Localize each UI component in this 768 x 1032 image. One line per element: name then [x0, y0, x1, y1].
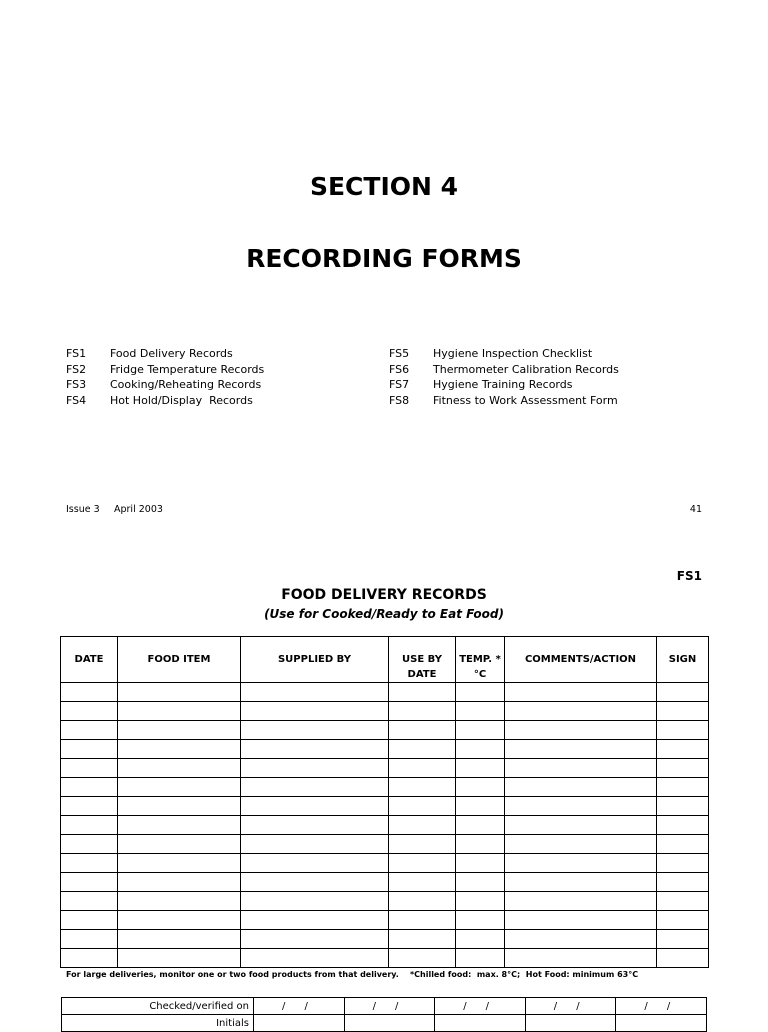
table-cell[interactable] — [456, 702, 505, 721]
table-cell[interactable] — [456, 797, 505, 816]
table-cell[interactable] — [657, 721, 709, 740]
date-slashes: / / — [644, 1000, 671, 1012]
table-row — [61, 740, 709, 759]
section-subtitle: RECORDING FORMS — [246, 244, 522, 273]
table-cell[interactable] — [61, 759, 118, 778]
table-cell[interactable] — [118, 911, 241, 930]
form-name: Fitness to Work Assessment Form — [433, 393, 618, 407]
table-cell[interactable] — [505, 873, 657, 892]
column-header-sign: SIGN — [657, 637, 709, 683]
table-cell[interactable] — [118, 835, 241, 854]
issue-number: Issue 3 — [66, 504, 100, 515]
table-cell[interactable] — [505, 892, 657, 911]
table-cell[interactable] — [456, 759, 505, 778]
table-cell[interactable] — [505, 759, 657, 778]
table-cell[interactable] — [456, 930, 505, 949]
table-cell[interactable] — [657, 949, 709, 968]
date-slashes: / / — [553, 1000, 580, 1012]
table-cell[interactable] — [505, 930, 657, 949]
form-note: For large deliveries, monitor one or two food products from that delivery. *Chilled food: max. 8°C; Hot Food: minimum 63°C — [66, 970, 639, 979]
date-cell[interactable] — [254, 998, 345, 1015]
table-cell[interactable] — [241, 911, 389, 930]
table-cell[interactable] — [456, 816, 505, 835]
table-cell[interactable] — [241, 683, 389, 702]
table-cell[interactable] — [657, 759, 709, 778]
date-cell[interactable] — [525, 998, 616, 1015]
table-cell[interactable] — [389, 930, 456, 949]
table-cell[interactable] — [456, 949, 505, 968]
form-code: FS1 — [66, 347, 87, 360]
table-row — [61, 949, 709, 968]
table-cell[interactable] — [61, 816, 118, 835]
date-slashes: / / — [372, 1000, 399, 1012]
table-row — [61, 683, 709, 702]
issue-date: April 2003 — [114, 504, 163, 515]
table-cell[interactable] — [118, 854, 241, 873]
table-cell[interactable] — [456, 892, 505, 911]
form-name: Thermometer Calibration Records — [433, 362, 619, 376]
table-cell[interactable] — [118, 778, 241, 797]
table-cell[interactable] — [61, 797, 118, 816]
table-cell[interactable] — [389, 892, 456, 911]
table-row — [61, 930, 709, 949]
initials-cell[interactable] — [616, 1015, 707, 1032]
table-cell[interactable] — [241, 759, 389, 778]
form-code: FS7 — [389, 378, 410, 391]
table-row — [61, 911, 709, 930]
table-cell[interactable] — [505, 778, 657, 797]
table-cell[interactable] — [456, 740, 505, 759]
table-cell[interactable] — [505, 797, 657, 816]
table-cell[interactable] — [61, 683, 118, 702]
table-cell[interactable] — [241, 778, 389, 797]
table-cell[interactable] — [118, 702, 241, 721]
list-item — [66, 393, 264, 409]
form-code: FS5 — [389, 347, 410, 360]
table-cell[interactable] — [456, 683, 505, 702]
table-cell[interactable] — [456, 873, 505, 892]
table-row — [61, 892, 709, 911]
table-cell[interactable] — [657, 930, 709, 949]
initials-cell[interactable] — [435, 1015, 526, 1032]
table-cell[interactable] — [61, 911, 118, 930]
table-cell[interactable] — [118, 873, 241, 892]
table-cell[interactable] — [118, 759, 241, 778]
table-row — [61, 854, 709, 873]
table-cell[interactable] — [505, 740, 657, 759]
column-header-supplied-by: SUPPLIED BY — [241, 637, 389, 683]
column-header-date: DATE — [61, 637, 118, 683]
date-slashes: / / — [282, 1000, 308, 1012]
table-cell[interactable] — [657, 854, 709, 873]
table-cell[interactable] — [505, 721, 657, 740]
table-cell[interactable] — [505, 816, 657, 835]
form-name: Fridge Temperature Records — [110, 362, 265, 376]
list-item — [389, 377, 619, 393]
table-cell[interactable] — [61, 892, 118, 911]
table-cell[interactable] — [657, 778, 709, 797]
forms-list-left — [66, 346, 264, 408]
table-cell[interactable] — [456, 854, 505, 873]
table-cell[interactable] — [389, 816, 456, 835]
table-cell[interactable] — [61, 835, 118, 854]
table-cell[interactable] — [241, 740, 389, 759]
list-item — [66, 377, 264, 393]
form-code: FS8 — [389, 393, 410, 407]
table-cell[interactable] — [505, 854, 657, 873]
table-cell[interactable] — [61, 702, 118, 721]
date-cell[interactable] — [344, 998, 435, 1015]
page-number: 41 — [689, 504, 702, 515]
table-cell[interactable] — [389, 702, 456, 721]
table-cell[interactable] — [456, 778, 505, 797]
table-cell[interactable] — [118, 930, 241, 949]
table-cell[interactable] — [657, 740, 709, 759]
forms-list-right — [389, 346, 619, 408]
column-header-food-item: FOOD ITEM — [118, 637, 241, 683]
list-item — [389, 362, 619, 378]
form-name: Hygiene Inspection Checklist — [433, 347, 593, 360]
table-row — [61, 759, 709, 778]
table-cell[interactable] — [241, 930, 389, 949]
table-cell[interactable] — [505, 702, 657, 721]
table-cell[interactable] — [389, 911, 456, 930]
table-cell[interactable] — [456, 721, 505, 740]
table-cell[interactable] — [118, 740, 241, 759]
table-cell[interactable] — [61, 778, 118, 797]
table-row — [61, 835, 709, 854]
table-cell[interactable] — [118, 816, 241, 835]
list-item — [66, 362, 264, 378]
table-row — [61, 816, 709, 835]
table-row — [61, 797, 709, 816]
initials-row — [62, 1015, 707, 1032]
form-name: Food Delivery Records — [110, 347, 233, 360]
table-cell[interactable] — [505, 949, 657, 968]
form-name: Cooking/Reheating Records — [110, 378, 262, 391]
form-code: FS4 — [66, 393, 87, 407]
table-cell[interactable] — [389, 873, 456, 892]
table-cell[interactable] — [241, 702, 389, 721]
table-cell[interactable] — [241, 835, 389, 854]
table-cell[interactable] — [389, 740, 456, 759]
table-cell[interactable] — [241, 892, 389, 911]
table-cell[interactable] — [61, 873, 118, 892]
table-cell[interactable] — [241, 797, 389, 816]
initials-cell[interactable] — [525, 1015, 616, 1032]
checked-row — [62, 998, 707, 1015]
table-cell[interactable] — [61, 930, 118, 949]
table-row — [61, 873, 709, 892]
table-cell[interactable] — [657, 835, 709, 854]
table-cell[interactable] — [389, 835, 456, 854]
table-cell[interactable] — [657, 702, 709, 721]
initials-cell[interactable] — [254, 1015, 345, 1032]
table-cell[interactable] — [241, 721, 389, 740]
column-header-use-by-date: USE BY DATE — [389, 637, 456, 683]
table-cell[interactable] — [118, 721, 241, 740]
initials-label: Initials — [62, 1015, 254, 1032]
list-item — [389, 346, 619, 362]
table-cell[interactable] — [389, 683, 456, 702]
table-cell[interactable] — [118, 683, 241, 702]
table-cell[interactable] — [389, 949, 456, 968]
table-cell[interactable] — [61, 740, 118, 759]
form-name: Hot Hold/Display Records — [110, 393, 253, 407]
table-cell[interactable] — [241, 854, 389, 873]
table-cell[interactable] — [657, 683, 709, 702]
table-row — [61, 721, 709, 740]
table-row — [61, 702, 709, 721]
form-name: Hygiene Training Records — [433, 378, 573, 391]
table-cell[interactable] — [118, 797, 241, 816]
table-cell[interactable] — [389, 778, 456, 797]
form-code-label: FS1 — [676, 569, 702, 583]
column-header-temp: TEMP. * °C — [456, 637, 505, 683]
table-cell[interactable] — [241, 816, 389, 835]
table-cell[interactable] — [389, 797, 456, 816]
table-row — [61, 778, 709, 797]
checked-label: Checked/verified on — [62, 998, 254, 1015]
table-cell[interactable] — [389, 854, 456, 873]
date-cell[interactable] — [435, 998, 526, 1015]
initials-cell[interactable] — [344, 1015, 435, 1032]
table-cell[interactable] — [456, 835, 505, 854]
section-title: SECTION 4 — [309, 172, 459, 201]
form-title: FOOD DELIVERY RECORDS — [281, 587, 487, 603]
list-item — [389, 393, 619, 409]
form-code: FS6 — [389, 362, 410, 376]
table-cell[interactable] — [389, 759, 456, 778]
list-item — [66, 346, 264, 362]
table-cell[interactable] — [389, 721, 456, 740]
table-cell[interactable] — [61, 854, 118, 873]
date-slashes: / / — [463, 1000, 489, 1012]
table-cell[interactable] — [241, 873, 389, 892]
table-cell[interactable] — [118, 949, 241, 968]
form-subtitle: (Use for Cooked/Ready to Eat Food) — [264, 607, 504, 621]
table-cell[interactable] — [456, 911, 505, 930]
form-code: FS2 — [66, 362, 87, 376]
verification-table — [61, 997, 707, 1032]
column-header-comments: COMMENTS/ACTION — [505, 637, 657, 683]
table-cell[interactable] — [241, 949, 389, 968]
table-cell[interactable] — [657, 873, 709, 892]
form-code: FS3 — [66, 378, 87, 391]
table-cell[interactable] — [505, 911, 657, 930]
table-cell[interactable] — [61, 721, 118, 740]
table-cell[interactable] — [118, 892, 241, 911]
table-cell[interactable] — [505, 683, 657, 702]
delivery-records-table — [60, 636, 709, 968]
table-header-row — [61, 637, 709, 683]
table-cell[interactable] — [505, 835, 657, 854]
date-cell[interactable] — [616, 998, 707, 1015]
table-cell[interactable] — [657, 797, 709, 816]
table-cell[interactable] — [61, 949, 118, 968]
table-cell[interactable] — [657, 892, 709, 911]
table-cell[interactable] — [657, 911, 709, 930]
table-cell[interactable] — [657, 816, 709, 835]
